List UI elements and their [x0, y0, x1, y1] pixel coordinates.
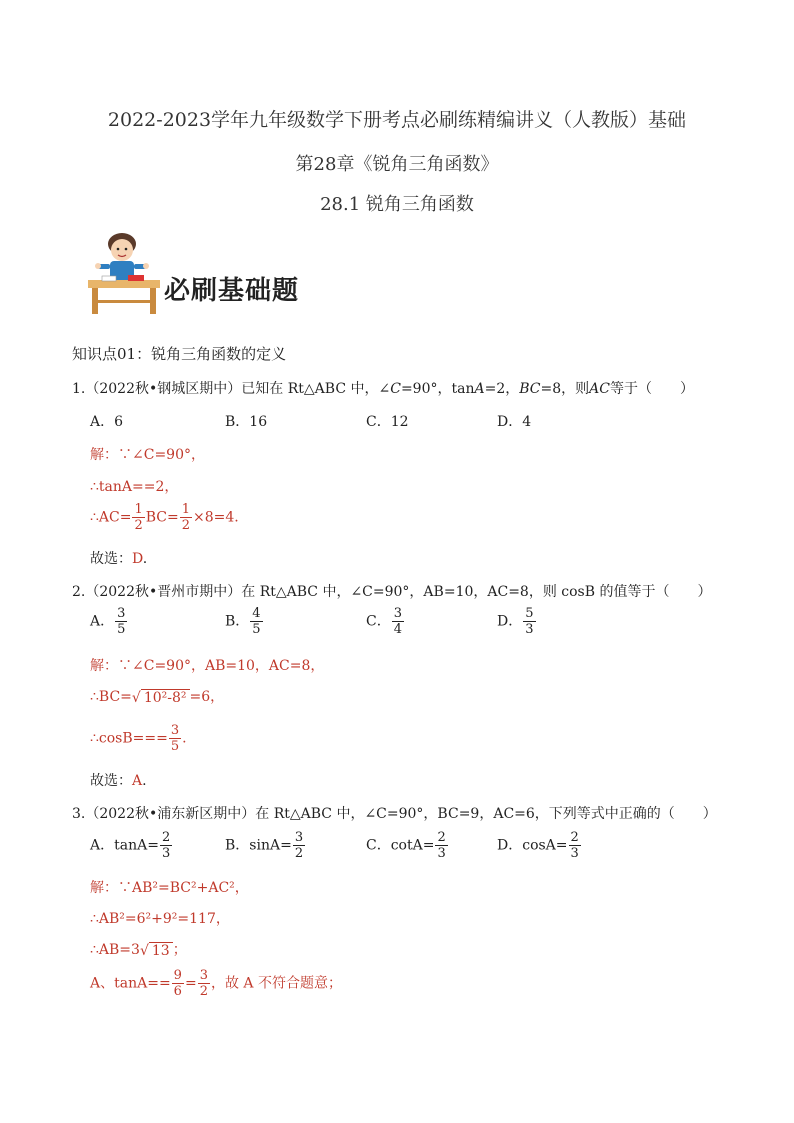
knowledge-point-heading: 知识点01：锐角三角函数的定义	[72, 345, 287, 363]
q1-solution-line2: ∴tanA==2，	[90, 479, 179, 495]
q3-option-a: A．tanA= $\frac{2}{3}$	[90, 830, 171, 861]
q1-option-d: D．4	[497, 414, 532, 430]
student-desk-illustration	[84, 228, 164, 316]
q2-option-c: C． $\frac{3}{4}$	[366, 606, 402, 637]
q3-option-b: B．sinA= $\frac{3}{2}$	[225, 830, 304, 861]
q3-solution-line3: ∴AB=3√ 13 ；	[90, 942, 187, 959]
q3-option-d: D．cosA= $\frac{2}{3}$	[497, 830, 579, 861]
q1-solution-line3: ∴AC= $\frac{1}{2}$ BC= $\frac{1}{2}$ ×8=4.	[90, 502, 239, 533]
q1-solution-line1: 解：∵∠C=90°，	[90, 447, 205, 463]
q2-option-a: A． $\frac{3}{5}$	[90, 606, 126, 637]
q3-option-c: C．cotA= $\frac{2}{3}$	[366, 830, 446, 861]
square-root-icon: √ 10²-8²	[132, 689, 190, 706]
q2-option-b: B． $\frac{4}{5}$	[225, 606, 261, 637]
q1-option-b: B．16	[225, 414, 268, 430]
q2-solution-line3: ∴cosB=== $\frac{3}{5}$ .	[90, 723, 187, 754]
q3-solution-line1: 解：∵AB²=BC²+AC²，	[90, 880, 249, 896]
q2-stem: 2.（2022秋•晋州市期中）在 Rt△ABC 中，∠C=90°，AB=10，AC=8，则 cosB 的值等于（ ）	[72, 584, 712, 600]
q1-answer: 故选：D.	[90, 551, 148, 567]
q1-option-c: C．12	[366, 414, 409, 430]
q2-solution-line2: ∴BC=√ 10²-8² =6，	[90, 689, 225, 706]
q3-stem: 3.（2022秋•浦东新区期中）在 Rt△ABC 中，∠C=90°，BC=9，AC=6，下列等式中正确的（ ）	[72, 806, 717, 822]
q1-stem: 1.（2022秋•钢城区期中）已知在 Rt△ABC 中，∠C=90°，tanA=2，BC=8，则AC等于（ ）	[72, 381, 694, 397]
q3-solution-line2: ∴AB²=6²+9²=117，	[90, 911, 230, 927]
banner-label: 必刷基础题	[164, 276, 300, 306]
square-root-icon: √ 13	[140, 942, 173, 959]
q2-option-d: D． $\frac{5}{3}$	[497, 606, 534, 637]
document-title: 2022-2023学年九年级数学下册考点必刷练精编讲义（人教版）基础	[107, 109, 687, 131]
q2-answer: 故选：A.	[90, 773, 147, 789]
q2-solution-line1: 解：∵∠C=90°，AB=10，AC=8，	[90, 658, 325, 674]
section-title: 28.1 锐角三角函数	[320, 194, 474, 215]
q1-option-a: A．6	[90, 414, 124, 430]
q3-solution-line4: A、tanA== $\frac{9}{6}$ = $\frac{3}{2}$ ，故 A 不符合题意；	[90, 968, 342, 999]
chapter-title: 第28章《锐角三角函数》	[295, 154, 499, 175]
